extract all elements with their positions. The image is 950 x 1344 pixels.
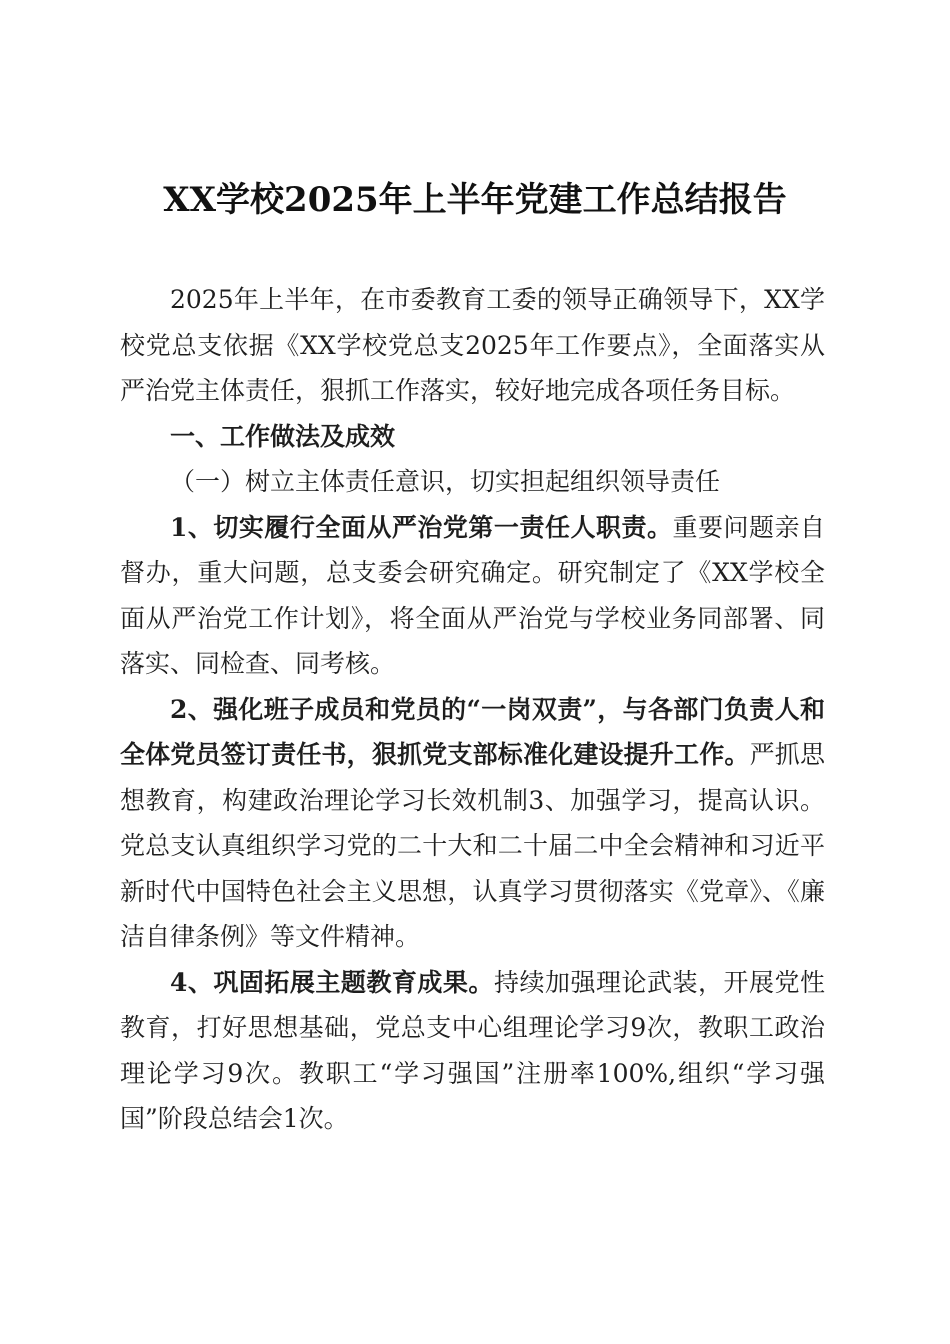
section-heading: 一、工作做法及成效 xyxy=(170,421,396,451)
document-body xyxy=(120,277,825,1142)
item-4-body: 持续加强理论武装，开展党性教育，打好思想基础，党总支中心组理论学习9次，教职工政治理论学习9次。教职工“学习强国”注册率100%,组织“学习强国”阶段总结会1次。 xyxy=(120,967,825,1133)
item-2-paragraph xyxy=(120,687,825,960)
item-1-paragraph xyxy=(120,505,825,687)
item-1-lead: 1、切实履行全面从严治党第一责任人职责。 xyxy=(170,512,673,542)
item-2-body: 严抓思想教育，构建政治理论学习长效机制3、加强学习，提高认识。党总支认真组织学习党的二十大和二十届二中全会精神和习近平新时代中国特色社会主义思想，认真学习贯彻落实《党章》、《廉洁自律条例》等文件精神。 xyxy=(120,740,825,951)
subsection-heading: （一）树立主体责任意识，切实担起组织领导责任 xyxy=(170,467,721,496)
document-title: XX学校2025年上半年党建工作总结报告 xyxy=(163,180,787,220)
item-1-body: 重要问题亲自督办，重大问题，总支委会研究确定。研究制定了《XX学校全面从严治党工作计划》，将全面从严治党与学校业务同部署、同落实、同检查、同考核。 xyxy=(120,512,825,678)
item-4-lead: 4、巩固拓展主题教育成果。 xyxy=(170,967,494,997)
intro-paragraph: 2025年上半年，在市委教育工委的领导正确领导下，XX学校党总支依据《XX学校党总支2025年工作要点》，全面落实从严治党主体责任，狠抓工作落实，较好地完成各项任务目标。 xyxy=(120,285,825,405)
item-2-lead: 2、强化班子成员和党员的“一岗双责”，与各部门负责人和全体党员签订责任书，狠抓党支部标准化建设提升工作。 xyxy=(120,694,825,769)
item-4-paragraph xyxy=(120,960,825,1142)
